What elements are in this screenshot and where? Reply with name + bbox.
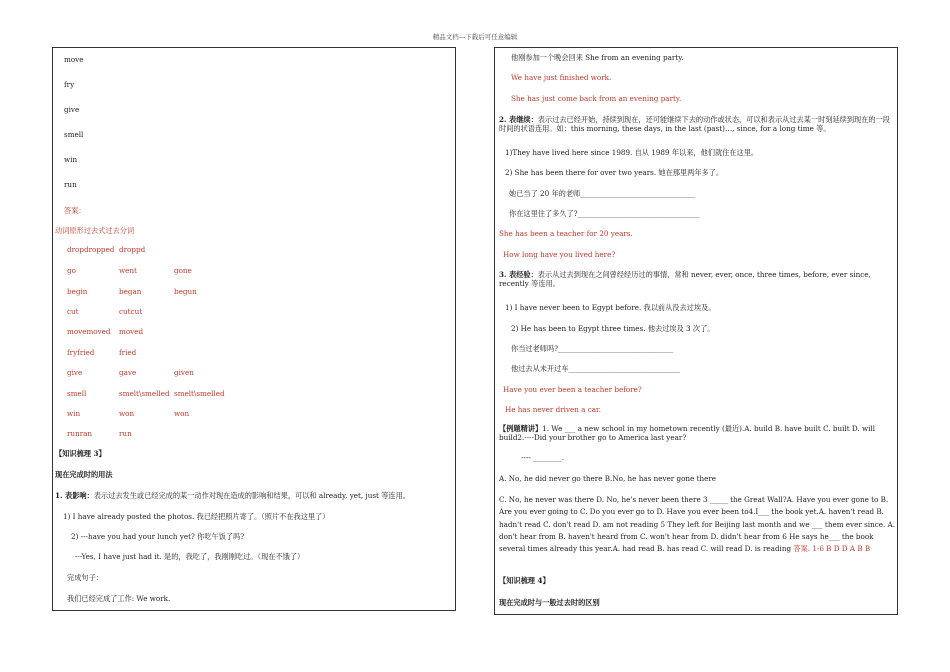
answer-cell: fryfried [67, 348, 95, 357]
answer-cell: went [119, 266, 137, 275]
answer-line: How long have you lived here? [503, 250, 616, 259]
answer-cell: run [119, 429, 132, 438]
example-question-text: 1. We ___ a new school in my hometown recently (最近).A. build B. have built C. built D. will build2.----Did your brother go to America last year? [499, 424, 876, 442]
section4-subtitle: 现在完成时与一般过去时的区别 [499, 598, 600, 607]
answer-cell: give [67, 368, 83, 377]
answer-cell: begin [67, 287, 88, 296]
example-sentence: 1) I have never been to Egypt before. 我以前从没去过埃及。 [505, 303, 716, 312]
example-sentence: 2) He has been to Egypt three times. 他去过埃及 3 次了。 [511, 324, 715, 333]
answer-cell: given [174, 368, 194, 377]
example-answers: 答案. 1-6 B D D A B B [793, 544, 871, 554]
answer-cell: gave [119, 368, 137, 377]
answer-line: We have just finished work. [511, 73, 612, 82]
answer-cell: won [174, 409, 190, 418]
answer-line: She has just come back from an evening party. [511, 94, 682, 103]
example-sentence: 2) ---have you had your lunch yet? 你吃午饭了吗? [71, 532, 245, 541]
answer-cell: runran [67, 429, 93, 438]
answer-cell: go [67, 266, 76, 275]
example-sentence: 1)They have lived here since 1989. 自从 1989 年以来，他们就住在这里。 [505, 148, 759, 157]
example-options: A. No, he did never go there B.No, he has never gone there [499, 474, 717, 483]
answer-table-header: 动词原形过去式过去分词 [55, 226, 135, 235]
word-item: win [64, 155, 78, 164]
practice-question: 你在这里住了多久了?__________________________________ [509, 209, 700, 218]
word-item: move [64, 55, 84, 64]
section4-title: 【知识梳理 4】 [499, 576, 550, 585]
answer-label: 答案： [64, 206, 86, 215]
section3-title: 【知识梳理 3】 [55, 449, 106, 458]
example-question-1 [499, 424, 895, 442]
example-blank: ---- ________. [521, 453, 565, 462]
complete-label: 完成句子： [67, 573, 103, 582]
complete-sentence: 我们已经完成了工作: We work. [67, 594, 171, 603]
practice-question: 他过去从未开过车_______________________________ [511, 364, 680, 373]
answer-cell: movemoved [67, 327, 111, 336]
point1-text: 表示过去发生或已经完成的某一动作对现在造成的影响和结果，可以和 already, yet, just 等连用。 [93, 491, 410, 500]
continued-sentence: 他刚参加一个晚会回来 She from an evening party. [511, 53, 684, 62]
point1-label: 1. 表影响： [55, 491, 94, 500]
answer-cell: gone [174, 266, 192, 275]
example-sentence: ---Yes, I have just had it. 是的，我吃了，我刚刚吃过。（现在不饿了） [75, 552, 305, 561]
answer-cell: cutcut [119, 307, 143, 316]
word-item: fry [64, 80, 75, 89]
answer-line: Have you ever been a teacher before? [503, 385, 642, 394]
right-content-box [494, 47, 898, 615]
answer-line: She has been a teacher for 20 years. [499, 229, 633, 238]
section3-subtitle: 现在完成时的用法 [55, 470, 113, 479]
practice-question: 你当过老师吗?________________________________ [511, 344, 673, 353]
word-item: smell [64, 130, 84, 139]
answer-line: He has never driven a car. [505, 405, 601, 414]
example-sentence: 2) She has been there for over two years. 她在那里两年多了。 [505, 168, 724, 177]
answer-cell: cut [67, 307, 79, 316]
answer-cell: began [119, 287, 142, 296]
point3-label: 3. 表经验： [499, 270, 538, 279]
answer-cell: begun [174, 287, 197, 296]
point2-label: 2. 表继续： [499, 115, 538, 124]
point2-text: 表示过去已经开始，持续到现在，还可能继续下去的动作或状态，可以和表示从过去某一时刻延续到现在的一段时间的状语连用。如：this morning, these days, in the last (past)…, since, for a long time 等。 [499, 115, 890, 133]
examples-label: 【例题精讲】 [499, 424, 543, 433]
answer-cell: win [67, 409, 81, 418]
point2 [499, 115, 895, 133]
point3-text: 表示从过去到现在之间曾经经历过的事情，常和 never, ever, once, three times, before, ever since, recently 等连用。 [499, 270, 871, 288]
practice-question: 她已当了 20 年的老师________________________________ [509, 189, 696, 198]
example-questions-body [499, 494, 897, 555]
left-content-box [52, 47, 456, 611]
answer-cell: smelt\smelled [119, 389, 170, 398]
word-item: run [64, 180, 77, 189]
example-questions-text: C. No, he never was there D. No, he's never been there 3 _____ the Great Wall?A. Have you ever gone to B. Are you ever going to C. Do you ever go to D. Have you ever been to4.I___ the book yet.A. haven't read B. hadn't read C. don't read D. am not reading 5 They left for Beijing last month and we ___ them ever since. A. don't hear from B. haven't heard from C. won't hear from D. didn't hear from 6 He says he___ the book several times already this year.A. had read B. has read C. will read D. is reading [499, 495, 896, 554]
example-sentence: 1) I have already posted the photos. 我已经把照片寄了。（照片不在我这里了） [63, 512, 330, 521]
answer-cell: fried [119, 348, 137, 357]
word-item: give [64, 105, 80, 114]
point3 [499, 270, 895, 288]
answer-cell: moved [119, 327, 144, 336]
answer-cell: droppd [119, 245, 146, 254]
answer-cell: dropdropped [67, 245, 115, 254]
page-header: 精品文档---下载后可任意编辑 [432, 33, 518, 41]
answer-cell: won [119, 409, 135, 418]
point1 [55, 491, 410, 500]
answer-cell: smell [67, 389, 87, 398]
answer-cell: smelt\smelled [174, 389, 225, 398]
